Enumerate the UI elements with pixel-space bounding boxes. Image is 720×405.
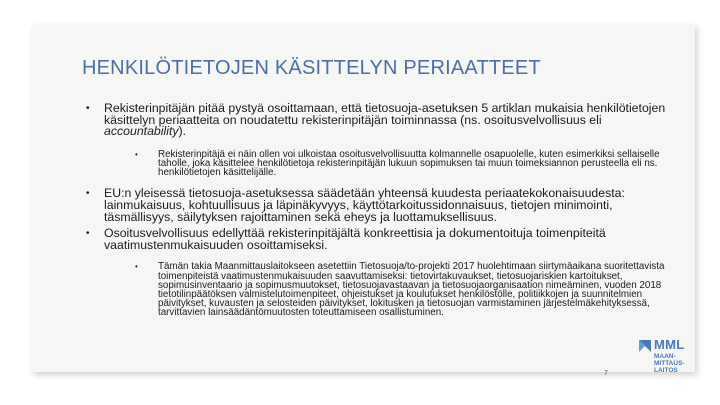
- bullet-marker: •: [86, 188, 90, 200]
- logo-subtitle: MAAN- MITTAUS- LAITOS: [654, 353, 685, 374]
- page-number: 7: [604, 370, 608, 377]
- bullet-marker: •: [86, 228, 90, 240]
- bullet-text: EU:n yleisessä tietosuoja-asetuksessa säädetään yhteensä kuudesta periaatekokonaisuudesta: lainmukaisuus, kohtuullisuus ja läpinäkyvyys, käyttötarkoitussidonnaisuus, tietojen minimointi, täsmällisyys, säilytyksen rajoittaminen sekä eheys ja luottamuksellisuus.: [104, 186, 625, 224]
- bullet-item-accountability: [82, 103, 674, 138]
- mml-logo-mark-icon: [637, 338, 653, 354]
- slide-title: HENKILÖTIETOJEN KÄSITTELYN PERIAATTEET: [82, 57, 541, 79]
- sub-bullet-text: Tämän takia Maanmittauslaitokseen asetettiin Tietosuoja/to-projekti 2017 huolehtimaan siirtymäaikana suoritettavista toimenpiteistä vaatimustenmukaisuuden saavuttamiseksi: tietovirtakuvaukset, tietosuojariskien kartoitukset, sopimusinventaario ja sopimusmuutokset, tietosuojavastaavan ja tietosuojaorganisaation nimeäminen, vuoden 2018 tietotilinpäätöksen valmistelutoimenpiteet, ohjeistukset ja koulutukset henkilöstölle, politiikkojen ja suunnitelmien päivitykset, kuvausten ja selosteiden päivitykset, lokitusken ja tietosuojan varmistaminen järjestelmäkehityksessä, tarvittavien lainsäädäntömuutosten toteuttamiseen osallistuminen.: [158, 261, 665, 319]
- sub-bullet-marker: •: [135, 149, 138, 159]
- bullet-suffix: ).: [178, 124, 187, 139]
- sub-bullet-item-outsourcing: [82, 150, 674, 178]
- sub-bullet-text: Rekisterinpitäjä ei näin ollen voi ulkoistaa osoitusvelvollisuutta kolmannelle osapuolelle, kuten esimerkiksi sellaiselle taholle, joka käsittelee henkilötietoja rekisterinpitäjän lukuun sopimuksen tai muun toimeksiannon perusteella eli ns. henkilötietojen käsittelijälle.: [158, 148, 660, 179]
- sub-bullet-marker: •: [135, 262, 138, 272]
- mml-logo: [637, 337, 697, 379]
- bullet-item-principles: [82, 188, 674, 223]
- bullet-text: Osoitusvelvollisuus edellyttää rekisterinpitäjältä konkreettisia ja dokumentoituja toimenpiteitä vaatimustenmukaisuuden osoittamiseksi.: [104, 226, 606, 252]
- bullet-marker: •: [86, 103, 90, 114]
- bullet-emphasis: accountability: [104, 124, 179, 139]
- sub-bullet-item-project: [82, 262, 674, 317]
- logo-name: MML: [654, 337, 685, 352]
- slide-body: [82, 103, 674, 318]
- bullet-text: Rekisterinpitäjän pitää pystyä osoittamaan, että tietosuoja-asetuksen 5 artiklan mukaisia henkilötietojen käsittelyn periaatteita on noudatettu rekisterinpitäjän toiminnassa (ns. osoitusvelvollisuus eli: [104, 101, 666, 127]
- bullet-item-demonstration: [82, 228, 674, 251]
